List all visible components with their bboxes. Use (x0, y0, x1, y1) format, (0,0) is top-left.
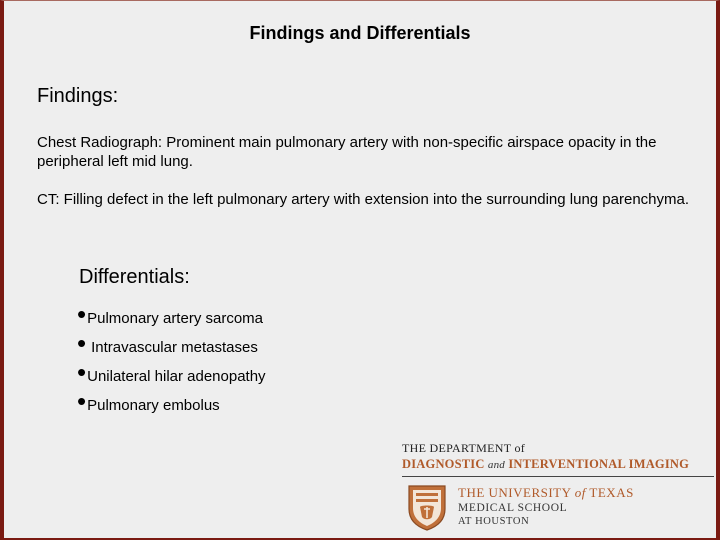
findings-heading: Findings: (37, 85, 119, 107)
department-logo (400, 441, 716, 539)
list-item (77, 327, 266, 356)
finding-ct: CT: Filling defect in the left pulmonary artery with extension into the surrounding lung parenchyma. (37, 191, 690, 208)
differential-text: Pulmonary embolus (87, 397, 220, 414)
differential-text: Pulmonary artery sarcoma (87, 310, 264, 327)
logo-ut-of: of (574, 485, 586, 500)
bullet-icon: • (77, 386, 87, 416)
logo-dept-diagnostic: DIAGNOSTIC (402, 457, 485, 471)
bullet-icon: • (77, 328, 87, 358)
logo-ut-university: THE UNIVERSITY (458, 485, 572, 500)
bullet-icon: • (77, 357, 87, 387)
logo-ut-texas: TEXAS (589, 485, 634, 500)
differentials-heading: Differentials: (79, 266, 190, 288)
ut-seal-icon (406, 483, 448, 531)
slide-title-text: Findings and Differentials (249, 23, 471, 43)
differentials-list (77, 298, 266, 414)
logo-ut-line2: MEDICAL SCHOOL (458, 502, 568, 514)
logo-ut-line1 (458, 485, 634, 501)
logo-ut-line3: AT HOUSTON (458, 516, 530, 527)
logo-dept-and: and (487, 459, 506, 471)
list-item (77, 298, 266, 327)
logo-divider (402, 476, 714, 477)
differential-text: Unilateral hilar adenopathy (87, 368, 266, 385)
slide-title (4, 23, 716, 44)
bullet-icon: • (77, 299, 87, 329)
list-item (77, 356, 266, 385)
finding-radiograph: Chest Radiograph: Prominent main pulmonary artery with non-specific airspace opacity in the peripheral left mid lung. (37, 134, 657, 170)
logo-dept-line2 (402, 457, 689, 472)
list-item (77, 385, 266, 414)
differential-text: Intravascular metastases (91, 339, 258, 356)
logo-dept-line1: THE DEPARTMENT of (402, 441, 526, 455)
logo-dept-interventional: INTERVENTIONAL IMAGING (508, 457, 690, 471)
